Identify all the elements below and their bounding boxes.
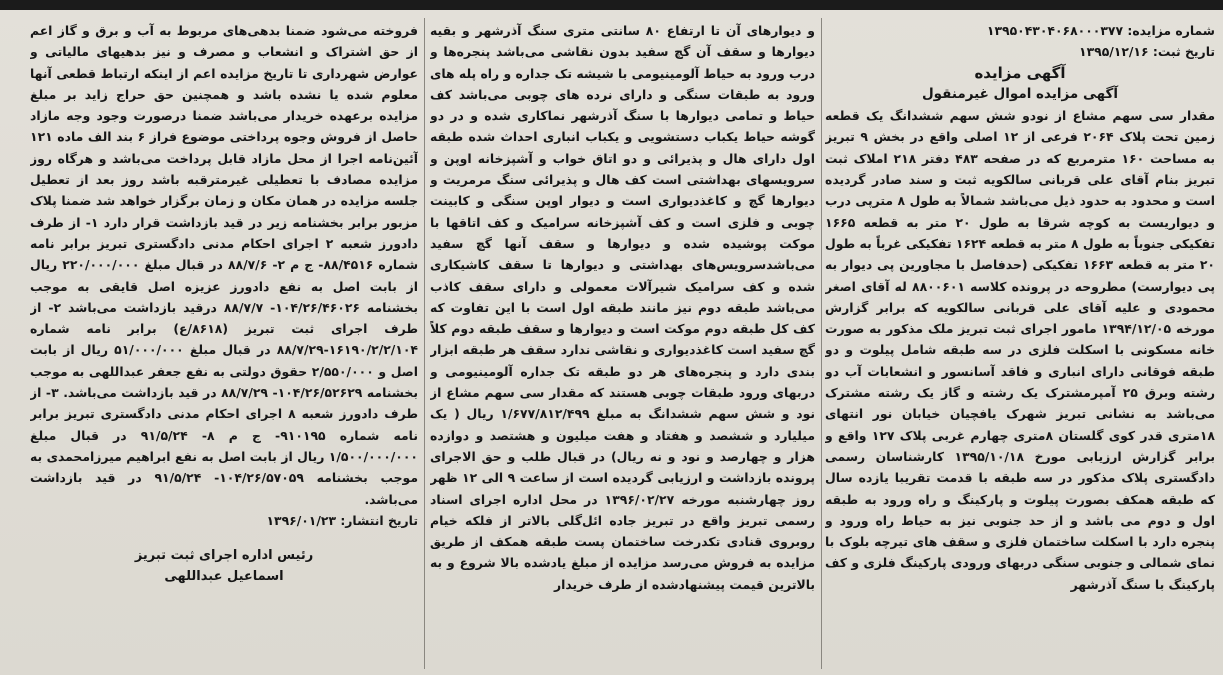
auction-number: شماره مزایده: ۱۳۹۵۰۴۳۰۴۰۶۸۰۰۰۳۷۷ (986, 23, 1215, 38)
publish-date: تاریخ انتشار: ۱۳۹۶/۰۱/۲۳ (266, 512, 418, 528)
column-separator (821, 18, 822, 669)
signature-title: رئیس اداره اجرای ثبت تبریز (134, 548, 314, 564)
body-text-middle: و دیوارهای آن تا ارتفاع ۸۰ سانتی متری سنگ آذرشهر و بقیه دیوارها و سقف آن گچ سفید بدون نقاشی می‌باشد پنجره‌ها و درب ورود به حیاط آلومینیومی با شیشه تک جداره و راه پله های ورود به طبقات سنگی و دارای نرده های چوبی می‌باشد کف حیاط و تمامی دیوارها با سنگ آذرشهر نماکاری شده و در دو گوشه حیاط یکباب دستشویی و یکباب انباری احداث شده طبقه اول دارای هال و پذیرائی و دو اتاق خواب و آشپزخانه اوپن و سرویسهای بهداشتی است کف هال و پذیرائی سنگ مرمریت و دیوارها گچ و کاغذدیواری است و دیوار اوپن سنگی و کابینت چوبی و فلزی است و کف آشپزخانه سرامیک و کف اتاقها با موکت پوشیده شده و دیوارها و سقف آنها گچ سفید می‌باشدسرویس‌های بهداشتی و دیوارها تا سقف کاشیکاری شده و کف سرامیک شیرآلات معمولی و دارای سقف کاذب می‌باشد طبقه دوم نیز مانند طبقه اول است با این تفاوت که کف کل طبقه دوم موکت است و دیوارها و سقف طبقه دوم کلاً گچ سفید است کاغذدیواری و نقاشی ندارد سقف هر طبقه ابزار بندی دارد و پنجره‌های هر دو طبقه تک جداره آلومینیومی و دربهای ورود طبقات چوبی هستند که مقدار سی سهم مشاع از نود و شش سهم ششدانگ به مبلغ ۱/۶۷۷/۸۱۲/۴۹۹ ریال ( یک میلیارد و ششصد و هفتاد و هفت میلیون و هشتصد و دوازده هزار و چهارصد و نود و نه ریال) در قبال طلب و حق الاجرای پرونده بازداشت و ارزیابی گردیده است از ساعت ۹ الی ۱۲ ظهر روز چهارشنبه مورخه ۱۳۹۶/۰۲/۲۷ در محل اداره اجرای اسناد رسمی تبریز واقع در تبریز جاده ائل‌گلی بالاتر از فلکه خیام روبروی قنادی تکدرخت ساختمان پست طبقه همکف از طریق مزایده به فروش می‌رسد مزایده از مبلغ یادشده بالا شروع و به بالاترین قیمت پیشنهادشده از طرف خریدار (430, 23, 815, 592)
body-text-right: مقدار سی سهم مشاع از نودو شش سهم ششدانگ یک قطعه زمین تحت پلاک ۲۰۶۴ فرعی از ۱۲ اصلی واقع در بخش ۹ تبریز به مساحت ۱۶۰ مترمربع که در صفحه ۴۸۳ دفتر ۲۱۸ املاک ثبت تبریز بنام آقای علی قربانی سالکویه ثبت و سند صادر گردیده است و محدود به حدود ذیل می‌باشد شمالاً به طول ۸ مترپی درب و دیواریست به کوچه شرقا به طول ۲۰ متر به قطعه ۱۶۶۵ تفکیکی جنوباً به طول ۸ متر به قطعه ۱۶۲۴ تفکیکی غرباً به طول ۲۰ متر به قطعه ۱۶۶۳ تفکیکی (حدفاصل با مجاورین پی دیوار به پی دیوارست) مطروحه در پرونده کلاسه ۸۸۰۰۶۰۱ له آقای اصغر محمودی و علیه آقای علی قربانی سالکویه که برابر گزارش مورخه ۱۳۹۴/۱۲/۰۵ مامور اجرای ثبت تبریز ملک مذکور به صورت خانه مسکونی با اسکلت فلزی در سه طبقه شامل پیلوت و دو طبقه فوقانی دارای انباری و فاقد آسانسور و انشعابات آب دو رشته وبرق ۲۵ آمپرمشترک یک رشته و گاز یک رشته مشترک می‌باشد به نشانی تبریز شهرک یافچیان خیابان نور انتهای ۱۸متری قدر کوی گلستان ۸متری چهارم غربی پلاک ۱۲۷ واقع و برابر گزارش ارزیابی مورخ ۱۳۹۵/۱۰/۱۸ کارشناسان رسمی دادگستری پلاک مذکور در سه طبقه با قدمت تقریبا یازده سال که طبقه همکف بصورت پیلوت و پارکینگ و راه ورود به طبقه اول و دوم می باشد و از حد جنوبی نیز به حیاط راه ورود و پنجره دارد با اسکلت ساختمان فلزی و سقف های تیرچه بلوک با نمای شمالی و جنوبی سنگی دربهای ورودی پارکینگ فلزی و کف پارکینگ با سنگ آذرشهر (825, 108, 1215, 592)
column-separator (424, 18, 425, 669)
signature-block (30, 545, 418, 588)
signature-name: اسماعیل عبداللهی (164, 569, 284, 585)
registration-date: تاریخ ثبت: ۱۳۹۵/۱۲/۱۶ (1079, 44, 1215, 60)
column-middle (430, 20, 815, 669)
notice-subtitle: آگهی مزایده اموال غیرمنقول (921, 85, 1119, 102)
column-right (825, 20, 1215, 669)
notice-title: آگهی مزایده (974, 63, 1066, 82)
header-rule (0, 0, 1223, 10)
body-text-left: فروخته می‌شود ضمنا بدهی‌های مربوط به آب و برق و گاز اعم از حق اشتراک و انشعاب و مصرف و نیز بدهیهای مالیاتی و عوارض شهرداری تا تاریخ مزایده اعم از اینکه ارتباط قطعی آنها معلوم شده یا نشده باشد و همچنین حق حراج زاید بر مبلغ مزایده برعهده خریدار می‌باشد ضمنا درصورت وجود وجه مازاد حاصل از فروش وجوه پرداختی موضوع فراز ۶ بند الف ماده ۱۲۱ آئین‌نامه اجرا از محل مازاد قابل پرداخت می‌باشد و هرگاه روز مزایده مصادف با تعطیلی غیرمترقبه باشد روز بعد از تعطیل جلسه مزایده در همان مکان و زمان برگزار خواهد شد ضمنا پلاک مزبور برابر بخشنامه زیر در قید بازداشت قرار دارد ۱- از طرف دادورز شعبه ۲ اجرای احکام مدنی دادگستری تبریز برابر نامه شماره ۸۸/۴۵۱۶- ج م ۲- ۸۸/۷/۶ در قبال مبلغ ۲۲۰/۰۰۰/۰۰۰ ریال از بابت اصل به نفع دادورز عزیزه اصل قایقی به موجب بخشنامه ۱۰۴/۲۶/۴۶۰۲۶- ۸۸/۷/۷ درقید بازداشت می‌باشد ۲- از طرف اجرای ثبت تبریز (۸۶۱۸/ع) برابر نامه شماره ۱۶۱۹۰/۲/۲/۱۰۴-۸۸/۷/۲۹ در قبال مبلغ ۵۱/۰۰۰/۰۰۰ ریال از بابت اصل و ۲/۵۵۰/۰۰۰ حقوق دولتی به نفع جعفر عبداللهی به موجب بخشنامه ۱۰۴/۲۶/۵۲۶۲۹- ۸۸/۷/۲۹ در قید بازداشت می‌باشد. ۳- از طرف دادورز شعبه ۸ اجرای احکام مدنی دادگستری تبریز برابر نامه شماره ۹۱۰۱۹۵- ج م ۸- ۹۱/۵/۲۴ در قبال مبلغ ۱/۵۰۰/۰۰۰/۰۰۰ ریال از بابت اصل به نفع ابراهیم میرزامحمدی به موجب بخشنامه ۱۰۴/۲۶/۵۷۰۵۹- ۹۱/۵/۲۴ در قید بازداشت می‌باشد. (30, 23, 418, 507)
column-left (30, 20, 418, 669)
